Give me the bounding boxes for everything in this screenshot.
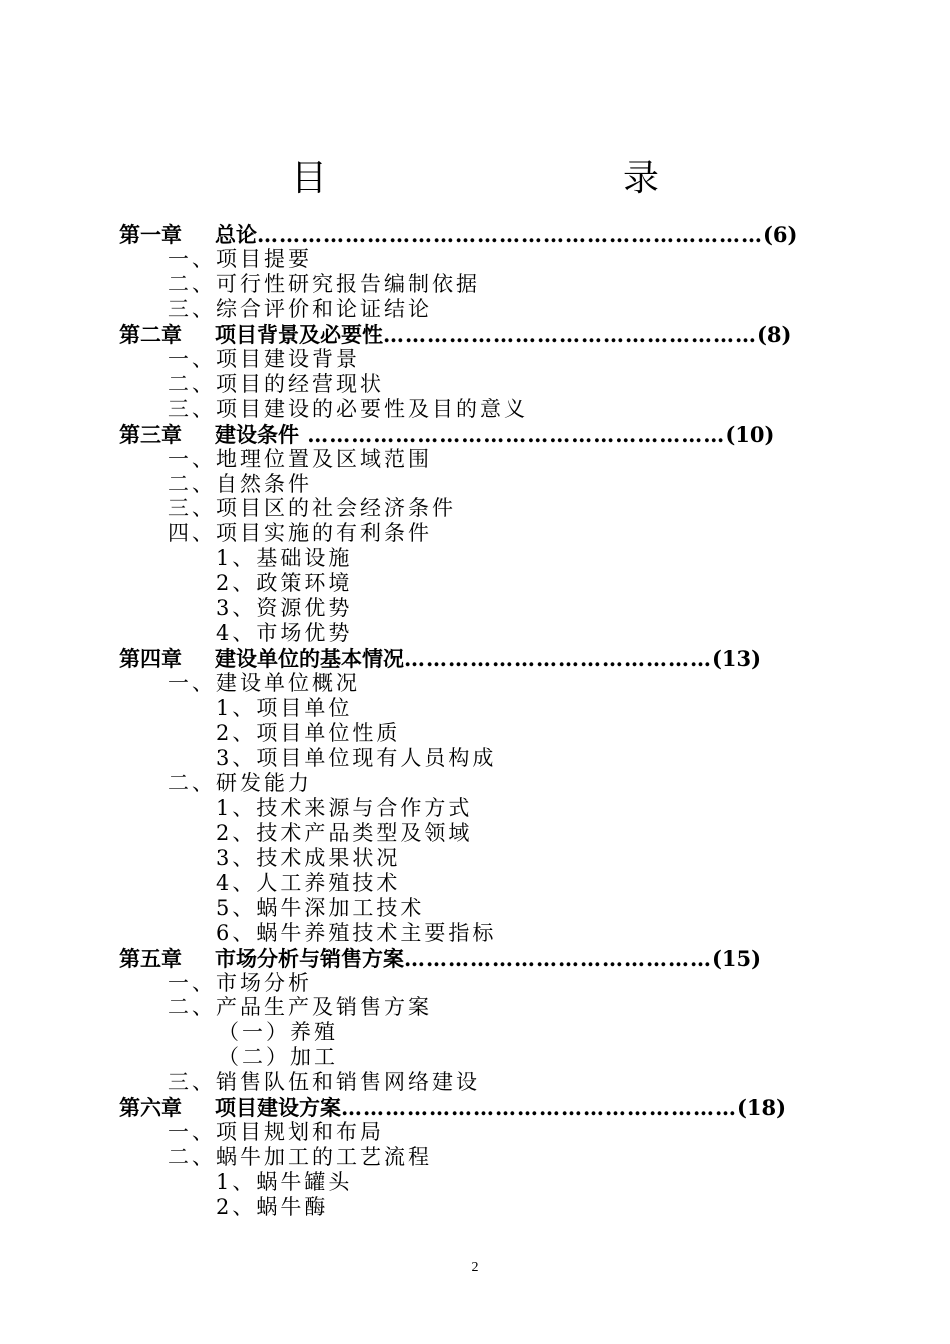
chapter-page-ref: (8) — [757, 321, 792, 347]
toc-subsection-entry: 2、蜗牛酶 — [216, 1195, 329, 1220]
toc-subsection-entry: 3、技术成果状况 — [216, 845, 401, 870]
toc-section-entry: 二、项目的经营现状 — [168, 371, 384, 396]
chapter-page-ref: (13) — [712, 646, 762, 672]
dot-leader: ……………………………………………… — [341, 1095, 737, 1121]
chapter-title: 项目建设方案 — [215, 1095, 341, 1121]
toc-subsection-entry: 2、技术产品类型及领域 — [216, 820, 473, 845]
toc-section-entry: 一、项目提要 — [168, 246, 312, 271]
toc-section-entry: 三、项目建设的必要性及目的意义 — [168, 396, 528, 421]
chapter-number: 第三章 — [119, 421, 182, 447]
toc-section-entry: 一、地理位置及区域范围 — [168, 446, 432, 471]
chapter-title: 总论 — [215, 222, 257, 247]
toc-subsection-entry: 4、市场优势 — [216, 621, 353, 646]
toc-subsection-entry: 4、人工养殖技术 — [216, 870, 401, 895]
chapter-number: 第四章 — [119, 646, 182, 672]
toc-section-entry: 二、产品生产及销售方案 — [168, 995, 432, 1020]
toc-subsection-entry: 1、项目单位 — [216, 696, 353, 721]
toc-subsection-entry: 5、蜗牛深加工技术 — [216, 895, 425, 920]
chapter-title: 建设单位的基本情况 — [215, 646, 404, 672]
chapter-page-ref: (15) — [712, 945, 762, 971]
dot-leader: …………………………………………………………… — [257, 222, 763, 247]
toc-section-entry: 三、综合评价和论证结论 — [168, 296, 432, 321]
toc-chapter-entry — [119, 422, 774, 447]
chapter-page-ref: (10) — [725, 421, 775, 447]
toc-section-entry: 一、项目建设背景 — [168, 346, 360, 371]
chapter-page-ref: (18) — [737, 1095, 787, 1121]
dot-leader: ………………………………………………… — [299, 421, 726, 447]
toc-chapter-entry — [119, 322, 791, 347]
toc-chapter-entry — [119, 222, 797, 247]
toc-section-entry: 二、可行性研究报告编制依据 — [168, 271, 480, 296]
toc-section-entry: 二、蜗牛加工的工艺流程 — [168, 1145, 432, 1170]
toc-subsection-entry: 3、资源优势 — [216, 596, 353, 621]
toc-subsection-entry: 1、蜗牛罐头 — [216, 1170, 353, 1195]
toc-section-entry: 三、销售队伍和销售网络建设 — [168, 1070, 480, 1095]
dot-leader: …………………………………… — [404, 646, 712, 672]
toc-subsection-entry: （一）养殖 — [218, 1020, 338, 1045]
chapter-number: 第五章 — [119, 945, 182, 971]
toc-chapter-entry — [119, 1095, 786, 1120]
toc-subsection-entry: 2、项目单位性质 — [216, 721, 401, 745]
dot-leader: …………………………………………… — [383, 321, 757, 347]
dot-leader: …………………………………… — [404, 945, 712, 971]
toc-subsection-entry: 2、政策环境 — [216, 571, 353, 596]
toc-subsection-entry: 3、项目单位现有人员构成 — [216, 745, 497, 770]
toc-subsection-entry: 1、基础设施 — [216, 546, 353, 571]
chapter-title: 建设条件 — [215, 421, 299, 447]
chapter-number: 第六章 — [119, 1095, 182, 1121]
toc-section-entry: 一、建设单位概况 — [168, 671, 360, 696]
toc-section-entry: 一、项目规划和布局 — [168, 1120, 384, 1145]
toc-chapter-entry — [119, 946, 761, 971]
toc-subsection-entry: （二）加工 — [218, 1045, 338, 1070]
toc-chapter-entry — [119, 646, 761, 671]
chapter-number: 第一章 — [119, 222, 182, 247]
page-title: 目 录 — [290, 158, 789, 199]
page-number: 2 — [471, 1260, 479, 1275]
toc-section-entry: 一、市场分析 — [168, 970, 312, 995]
toc-subsection-entry: 1、技术来源与合作方式 — [216, 795, 473, 820]
toc-section-entry: 三、项目区的社会经济条件 — [168, 496, 456, 521]
toc-section-entry: 二、研发能力 — [168, 770, 312, 795]
toc-subsection-entry: 6、蜗牛养殖技术主要指标 — [216, 920, 497, 945]
chapter-page-ref: (6) — [763, 222, 798, 247]
toc-section-entry: 二、自然条件 — [168, 471, 312, 496]
chapter-title: 市场分析与销售方案 — [215, 945, 404, 971]
toc-section-entry: 四、项目实施的有利条件 — [168, 521, 432, 546]
chapter-number: 第二章 — [119, 321, 182, 347]
chapter-title: 项目背景及必要性 — [215, 321, 383, 347]
